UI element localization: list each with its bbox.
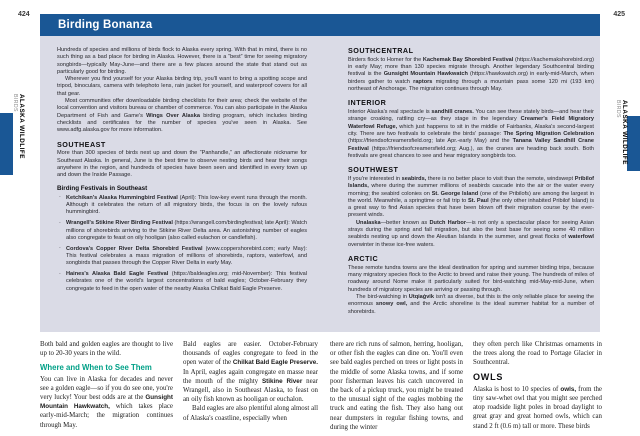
festival-bullet: · Wrangell's Stikine River Birding Festival (https://wrangell.com/birdingfestival; late April): Watch millions of shorebirds arriving to the Stikine River Delta area. An astonishing number of eagles also congregate to feast on oily hooligan (also called eulachon or candlefish). xyxy=(59,219,308,241)
paragraph: Wherever you find yourself for your Alaska birding trip, you'll want to bring a spotting scope and tripod, binoculars, camera with telephoto lens, rain jacket for yourself, and waterproof covers for all that gear. xyxy=(57,76,307,97)
bullet-marker: · xyxy=(59,270,61,277)
page-number-left: 424 xyxy=(18,11,30,18)
feature-box-title: Birding Bonanza xyxy=(58,19,153,31)
bold-keyword: Tanana Valley Sandhill Crane Festival xyxy=(348,138,594,152)
bullet-marker: · xyxy=(59,219,61,226)
paragraph: Both bald and golden eagles are thought to live up to 20-30 years in the wild. xyxy=(40,341,173,358)
festival-bullet: · Haines's Alaska Bald Eagle Festival (https://baldeagles.org; mid-November): This festival celebrates one of the world's largest concentrations of bald eagles; October-February they congregate to feed in the open water of the nearby Alaska Chilkat Bald Eagle Preserve. xyxy=(59,270,307,292)
section-heading: ARCTIC xyxy=(348,253,379,263)
bold-keyword: Unalaska xyxy=(356,219,381,226)
tab-vertical-text xyxy=(12,94,25,159)
paragraph: Hundreds of species and millions of birds flock to Alaska every spring. With that in mind, there is no such thing as a bad place for birding in Alaska. However, there is a “best” time for seeing migratory songbirds—typically May-June—and there are a few places around the state that stand out as particularly good for birding. xyxy=(57,47,307,75)
paragraph: Alaska is host to 10 species of owls, from the tiny saw-whet owl that you might see perched atop roadside light poles in broad daylight to great gray and great horned owls, which can stand 2 ft (0.6 m) tall or more. These birds xyxy=(473,385,602,430)
bold-keyword: Gunsight Mountain Hawkwatch xyxy=(383,71,468,78)
bold-keyword: St. Paul xyxy=(467,197,489,204)
paragraph: they often perch like Christmas ornaments in the trees along the road to Portage Glacier in Southcentral. xyxy=(473,341,602,367)
feature-box xyxy=(40,36,600,332)
festival-bullet: · Cordova's Copper River Delta Shorebird Festival (www.coppershorebird.com; early May): This festival celebrates a mass migration of millions of shorebirds, raptors, waterfowl, and songbirds that passes through the Copper River Delta in early May. xyxy=(59,245,307,267)
bold-keyword: The Spring Migration Celebration xyxy=(503,130,594,137)
body-column-right-2 xyxy=(473,340,602,436)
tab-section-label: BIRDS xyxy=(615,100,621,118)
box-left-column xyxy=(57,47,307,296)
paragraph: Unalaska—better known as Dutch Harbor—is not only a spectacular place for seeing Asian strays during the spring and fall migration, but also the best base for seeing some 40 million seabirds nesting up and down the Aleutian Islands in the summer, and great flocks of waterfowl overwinter in these ice-free waters. xyxy=(348,219,595,248)
bold-keyword: sandhill cranes. xyxy=(431,109,474,116)
bold-keyword: Cordova's Copper River Delta Shorebird Festival xyxy=(66,245,203,252)
body-column-right-1 xyxy=(330,340,463,436)
bullet-marker: · xyxy=(59,245,61,252)
bold-keyword: Dutch Harbor xyxy=(429,219,467,226)
paragraph: there are rich runs of salmon, herring, hooligan, or other fish the eagles can dine on. You'll even see bald eagles perched on trees or light posts in the middle of some Alaska towns, and if some poor fisherman leaves his catch uncovered in the back of a pickup truck, you might be treated to the unusual sight of the eagles mobbing the truck and eating the fish. They also hang out near dumpsters in regular fishing towns, and during the winter xyxy=(330,341,463,431)
bold-keyword: Creamer's Field Migratory Waterfowl Refuge, xyxy=(348,116,595,130)
paragraph: Most communities offer downloadable birding checklists for their area; check the website of the local convention and visitors bureau or chamber of commerce. You can also participate in the Alaska Department of Fish and Game's Wings Over Alaska birding program, which includes birding checklists and certificates for the number of species you've seen in Alaska. See www.adfg.alaska.gov for more information. xyxy=(57,98,307,134)
tab-chapter-label: ALASKA WILDLIFE xyxy=(18,94,25,159)
paragraph: You can live in Alaska for decades and never see a golden eagle—so if you do see one, you're very lucky! Your best odds are at the Gunsight Mountain Hawkwatch, which takes place early-mid-March; the migration continues through May. xyxy=(40,375,173,429)
bold-keyword: raptors xyxy=(413,78,433,85)
bullet-marker: · xyxy=(59,194,61,201)
feature-box-title-bar xyxy=(40,14,600,36)
bold-keyword: Kachemak Bay Shorebird Festival xyxy=(422,56,514,63)
bold-keyword: owls, xyxy=(560,385,577,393)
bold-keyword: Wrangell's Stikine River Birding Festival xyxy=(66,220,173,227)
bold-keyword: seabirds, xyxy=(401,175,427,182)
paragraph: Bald eagles are also plentiful along almost all of Alaska's coastline, especially when xyxy=(183,405,318,422)
teal-heading: Where and When to See Them xyxy=(40,362,152,372)
bold-keyword: Ketchikan's Alaska Hummingbird Festival xyxy=(66,194,178,201)
bold-keyword: waterfowl xyxy=(568,234,594,241)
bold-keyword: Wings Over Alaska xyxy=(146,112,200,119)
paragraph: More than 300 species of birds nest up and down the “Panhandle,” an affectionate nickname for Southeast Alaska. In general, June is the best time to observe nesting birds and hear their songs anywhere in the region, and hundreds of species have been seen and identified in every town up and down the Inside Passage. xyxy=(57,150,307,179)
section-heading: SOUTHCENTRAL xyxy=(348,46,414,55)
body-column-left-1 xyxy=(40,340,173,436)
paragraph: Bald eagles are easier. October-February thousands of eagles congregate to feed in the open water of the Chilkat Bald Eagle Preserve. In April, eagles again congregate en masse near the mouth of the mighty Stikine River near Wrangell, also in Southeast Alaska, to feast on an oily fish known as hooligan or euchalon. xyxy=(183,341,318,404)
bold-keyword: Haines's Alaska Bald Eagle Festival xyxy=(66,271,169,278)
bold-keyword: Gunsight Mountain Hawkwatch, xyxy=(40,394,173,411)
section-heading: SOUTHWEST xyxy=(348,165,399,175)
paragraph: Interior Alaska's real spectacle is sandhill cranes. You can see these stately birds—and hear their strange croaking, rattling cry—as they stage in the legendary Creamer's Field Migratory Waterfowl Refuge, which just happens to sit in the middle of Fairbanks, Alaska's second-largest city. There are two festivals to celebrate the birds' passage: The Spring Migration Celebration (https://friendsofcreamersfield.org; late Apr.-early May) and the Tanana Valley Sandhill Crane Festival (https://friendsofcreamersfield.org; Aug.), as the cranes are heading back south. Both festivals are great chances to see and hear migratory songbirds too. xyxy=(348,109,595,159)
bold-keyword: Pribilof Islands, xyxy=(348,175,594,190)
section-heading: INTERIOR xyxy=(348,98,387,108)
festival-bullet: · Ketchikan's Alaska Hummingbird Festival (April): This low-key event runs through the month. Although it celebrates the return of all migratory birds, the focus is on the lovely rufous hummingbird. xyxy=(59,194,307,216)
right-edge-tab xyxy=(610,100,640,210)
subsection-heading: Birding Festivals in Southeast xyxy=(57,185,148,193)
tab-chapter-label: ALASKA WILDLIFE xyxy=(621,100,628,165)
bold-keyword: snowy owl, xyxy=(375,301,408,308)
bold-keyword: Utqiaġvik xyxy=(408,293,434,300)
paragraph: The bird-watching in Utqiaġvik isn't as diverse, but this is the only reliable place for seeing the enormous snowy owl, and the Arctic shoreline is the ideal summer habitat for a number of shorebirds. xyxy=(348,293,594,315)
left-edge-tab xyxy=(0,94,30,204)
bold-keyword: Stikine River xyxy=(261,377,303,385)
tab-color-bar xyxy=(627,116,640,171)
paragraph: If you're interested in seabirds, there is no better place to visit than the remote, windswept Pribilof Islands, where during the summer millions of seabirds cascade into the air or the water every morning; the seabird colonies on St. George Island (one of the Pribilofs) are among the largest in the world. Meanwhile, a springtime or fall trip to St. Paul (the only other inhabited Pribilof Island) is a great way to find Asian species that have been blown off their migration course by the ever-present winds. xyxy=(348,175,594,219)
tab-section-label: BIRDS xyxy=(12,94,18,112)
page-number-right: 425 xyxy=(613,11,625,18)
paragraph: Birders flock to Homer for the Kachemak Bay Shorebird Festival (https://kachemakshorebird.org) in early May; more than 130 species migrate through. Another legendary Southcentral birding festival is the Gunsight Mountain Hawkwatch (https://hawkwatch.org) in early-mid-March, when birders gather to watch raptors migrating through a mountain pass some 120 mi (193 km) northeast of Anchorage. The migration continues through May. xyxy=(348,56,595,92)
section-heading: OWLS xyxy=(473,371,504,382)
box-right-column xyxy=(348,47,594,316)
bold-keyword: Chilkat Bald Eagle Preserve. xyxy=(232,359,318,367)
section-heading: SOUTHEAST xyxy=(57,139,106,149)
tab-vertical-text xyxy=(615,100,628,165)
bold-keyword: St. George Island xyxy=(431,190,479,197)
body-column-left-2 xyxy=(183,340,318,436)
paragraph: These remote tundra towns are the ideal destination for spring and summer birding trips, because many migratory species flock to the Arctic to breed and raise their young. The hundreds of miles of roadway around Nome make it particularly suited for bird-watching mid-May-mid-June, when hundreds of migratory species are arriving or passing through. xyxy=(348,264,594,293)
